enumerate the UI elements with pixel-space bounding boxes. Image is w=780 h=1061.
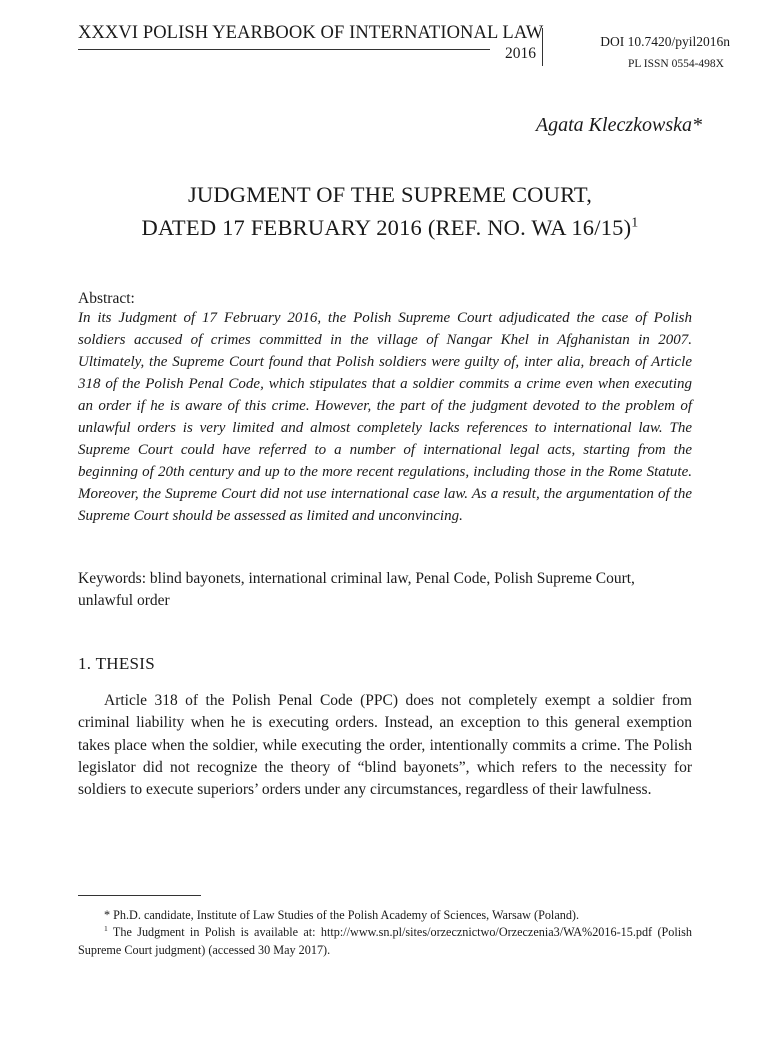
footnote-2-marker: 1 bbox=[104, 923, 108, 933]
section-heading: 1. THESIS bbox=[78, 654, 156, 673]
thesis-paragraph: Article 318 of the Polish Penal Code (PPC) does not completely exempt a soldier from criminal liability when he is executing orders. Instead, an exception to this general exemption takes place when the soldier, while executing the order, intentionally commits a crime. The Polish legislator did not recognize the theory of “blind bayonets”, which refers to the necessity for soldiers to execute superiors’ orders under any circumstances, regardless of their lawfulness. bbox=[78, 692, 692, 799]
journal-title: XXXVI POLISH YEARBOOK OF INTERNATIONAL LAW bbox=[78, 23, 544, 43]
author bbox=[420, 112, 702, 138]
footnote-rule bbox=[78, 895, 201, 896]
abstract-label: Abstract: bbox=[78, 290, 135, 307]
title-line-2-text: DATED 17 FEBRUARY 2016 (REF. NO. WA 16/15) bbox=[141, 215, 632, 240]
author-name: Agata Kleczkowska bbox=[535, 114, 692, 136]
footnote-1-marker: * bbox=[104, 908, 111, 922]
footnote-2 bbox=[78, 923, 692, 959]
footnote-2-text: The Judgment in Polish is available at: http://www.sn.pl/sites/orzecznictwo/Orzeczenia3/WA%2016-15.pdf (Polish Supreme Court judgment) (accessed 30 May 2017). bbox=[78, 925, 692, 957]
footnote-1 bbox=[78, 906, 692, 924]
keywords-label: Keywords: bbox=[78, 570, 147, 587]
title-footnote-marker: 1 bbox=[631, 215, 639, 231]
title-line-2 bbox=[60, 211, 720, 244]
journal-year: 2016 bbox=[505, 45, 536, 62]
header-rule bbox=[78, 49, 490, 50]
article-title bbox=[60, 178, 720, 244]
keywords bbox=[78, 568, 692, 612]
issn: PL ISSN 0554-498X bbox=[627, 58, 724, 70]
footnote-1-text: Ph.D. candidate, Institute of Law Studies of the Polish Academy of Sciences, Warsaw (Poland). bbox=[113, 908, 580, 922]
abstract-body: In its Judgment of 17 February 2016, the Polish Supreme Court adjudicated the case of Polish soldiers accused of crimes committed in the village of Nangar Khel in Afghanistan in 2007. Ultimately, the Supreme Court found that Polish soldiers were guilty of, inter alia, breach of Article 318 of the Polish Penal Code, which stipulates that a soldier commits a crime even when executing an order if he is aware of this crime. However, the part of the judgment devoted to the problem of unlawful orders is very limited and almost completely lacks references to international law. The Supreme Court could have referred to a number of international legal acts, starting from the beginning of 20th century and up to the more recent regulations, including those in the Rome Statute. Moreover, the Supreme Court did not use international case law. As a result, the argumentation of the Supreme Court should be assessed as limited and unconvincing. bbox=[78, 310, 692, 524]
author-footnote-marker: * bbox=[692, 114, 702, 136]
keywords-text: blind bayonets, international criminal law, Penal Code, Polish Supreme Court, unlawful order bbox=[78, 570, 635, 609]
header-divider bbox=[542, 28, 543, 66]
title-line-1: JUDGMENT OF THE SUPREME COURT, bbox=[187, 182, 593, 207]
doi: DOI 10.7420/pyil2016n bbox=[600, 34, 730, 49]
